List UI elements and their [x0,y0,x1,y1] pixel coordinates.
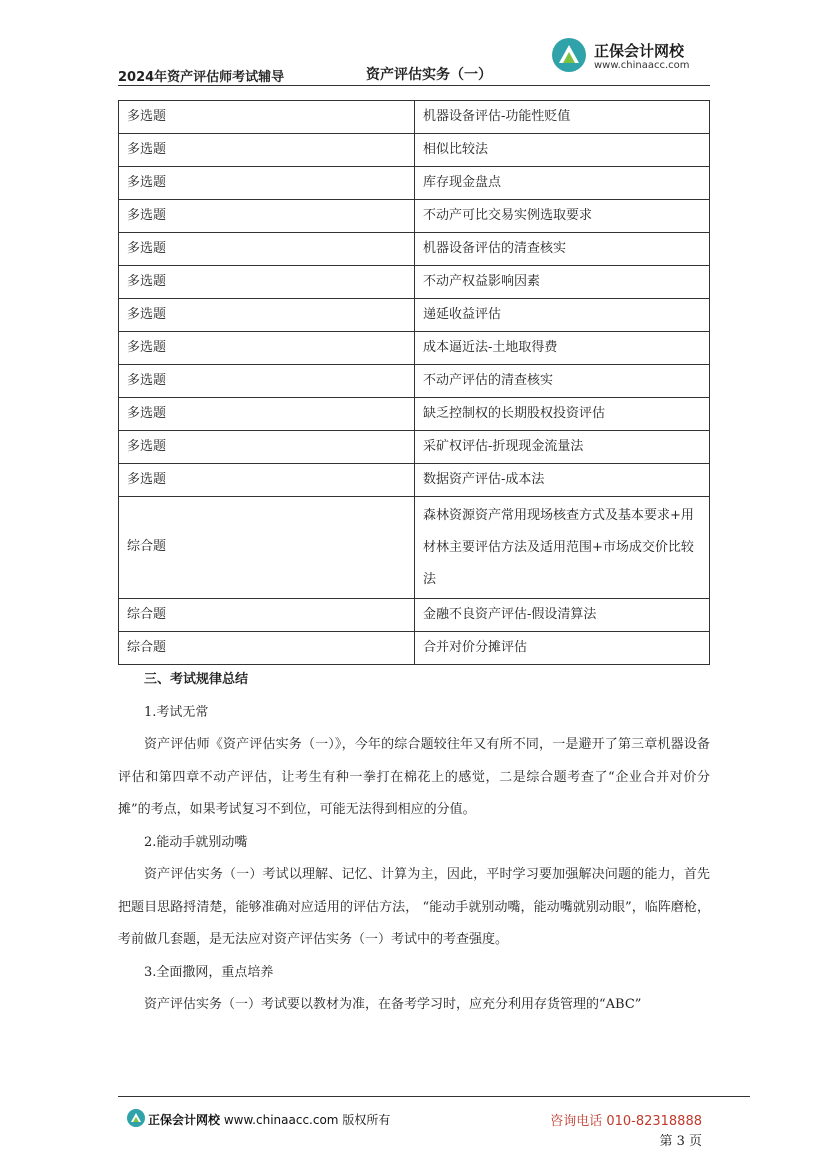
item2-title: 2.能动手就别动嘴 [144,834,248,850]
topic-cell: 相似比较法 [415,134,710,167]
table-row [119,332,710,365]
exam-topic-table [118,100,710,665]
header-logo-name: 正保会计网校 [594,42,685,60]
question-type-cell: 多选题 [119,167,415,200]
table-row [119,497,710,599]
topic-cell: 森林资源资产常用现场核查方式及基本要求+用材林主要评估方法及适用范围+市场成交价比较法 [415,497,710,599]
footer-hotline: 咨询电话 010-82318888 [550,1114,702,1129]
footer-logo-icon [126,1108,146,1128]
table-row [119,632,710,665]
question-type-cell: 多选题 [119,134,415,167]
header-divider [118,85,710,86]
topic-cell: 成本逼近法-土地取得费 [415,332,710,365]
topic-cell: 合并对价分摊评估 [415,632,710,665]
topic-cell: 机器设备评估的清查核实 [415,233,710,266]
table-row [119,233,710,266]
topic-cell: 金融不良资产评估-假设清算法 [415,599,710,632]
question-type-cell: 综合题 [119,632,415,665]
footer-rights: 版权所有 [342,1113,391,1127]
table-row [119,464,710,497]
question-type-cell: 综合题 [119,497,415,599]
page-header [118,36,710,88]
table-row [119,299,710,332]
footer-url: www.chinaacc.com [223,1113,339,1127]
item1-title: 1.考试无常 [144,704,209,720]
topic-cell: 不动产权益影响因素 [415,266,710,299]
page-footer [118,1096,750,1156]
chinaacc-logo-icon [550,36,588,74]
table-row [119,431,710,464]
table-row [119,266,710,299]
topic-cell: 机器设备评估-功能性贬值 [415,101,710,134]
topic-cell: 不动产评估的清查核实 [415,365,710,398]
item3-title: 3.全面撒网，重点培养 [144,964,274,980]
summary-content [118,664,710,1022]
header-course-title: 资产评估实务（一） [366,67,492,83]
topic-cell: 缺乏控制权的长期股权投资评估 [415,398,710,431]
question-type-cell: 多选题 [119,266,415,299]
topic-cell: 库存现金盘点 [415,167,710,200]
question-type-cell: 多选题 [119,332,415,365]
topic-cell: 数据资产评估-成本法 [415,464,710,497]
item3-text: 资产评估实务（一）考试要以教材为准，在备考学习时，应充分利用存货管理的“ABC” [144,997,642,1012]
question-type-cell: 多选题 [119,299,415,332]
question-type-cell: 多选题 [119,200,415,233]
page-number: 第 3 页 [659,1134,702,1149]
question-type-cell: 多选题 [119,398,415,431]
footer-school: 正保会计网校 [148,1113,221,1127]
item2-text: 资产评估实务（一）考试以理解、记忆、计算为主，因此，平时学习要加强解决问题的能力，首先把题目思路捋清楚，能够准确对应适用的评估方法， “能动手就别动嘴，能动嘴就别动眼”，临阵磨枪，考前做几套题，是无法应对资产评估实务（一）考试中的考查强度。 [118,867,710,947]
question-type-cell: 综合题 [119,599,415,632]
footer-divider [118,1096,750,1097]
table-row [119,134,710,167]
question-type-cell: 多选题 [119,431,415,464]
table-row [119,599,710,632]
table-row [119,200,710,233]
topic-cell: 不动产可比交易实例选取要求 [415,200,710,233]
footer-left [148,1111,390,1128]
header-logo-url: www.chinaacc.com [594,60,690,71]
table-row [119,101,710,134]
table-row [119,167,710,200]
item1-text: 资产评估师《资产评估实务（一）》，今年的综合题较往年又有所不同，一是避开了第三章机器设备评估和第四章不动产评估，让考生有种一拳打在棉花上的感觉，二是综合题考查了“企业合并对价分摊”的考点，如果考试复习不到位，可能无法得到相应的分值。 [118,737,710,817]
table-row [119,365,710,398]
topic-cell: 递延收益评估 [415,299,710,332]
topic-cell: 采矿权评估-折现现金流量法 [415,431,710,464]
section-title: 三、考试规律总结 [144,672,249,687]
header-logo [550,36,710,76]
question-type-cell: 多选题 [119,233,415,266]
question-type-cell: 多选题 [119,101,415,134]
table-row [119,398,710,431]
header-left-title: 2024年资产评估师考试辅导 [118,70,285,85]
question-type-cell: 多选题 [119,464,415,497]
question-type-cell: 多选题 [119,365,415,398]
